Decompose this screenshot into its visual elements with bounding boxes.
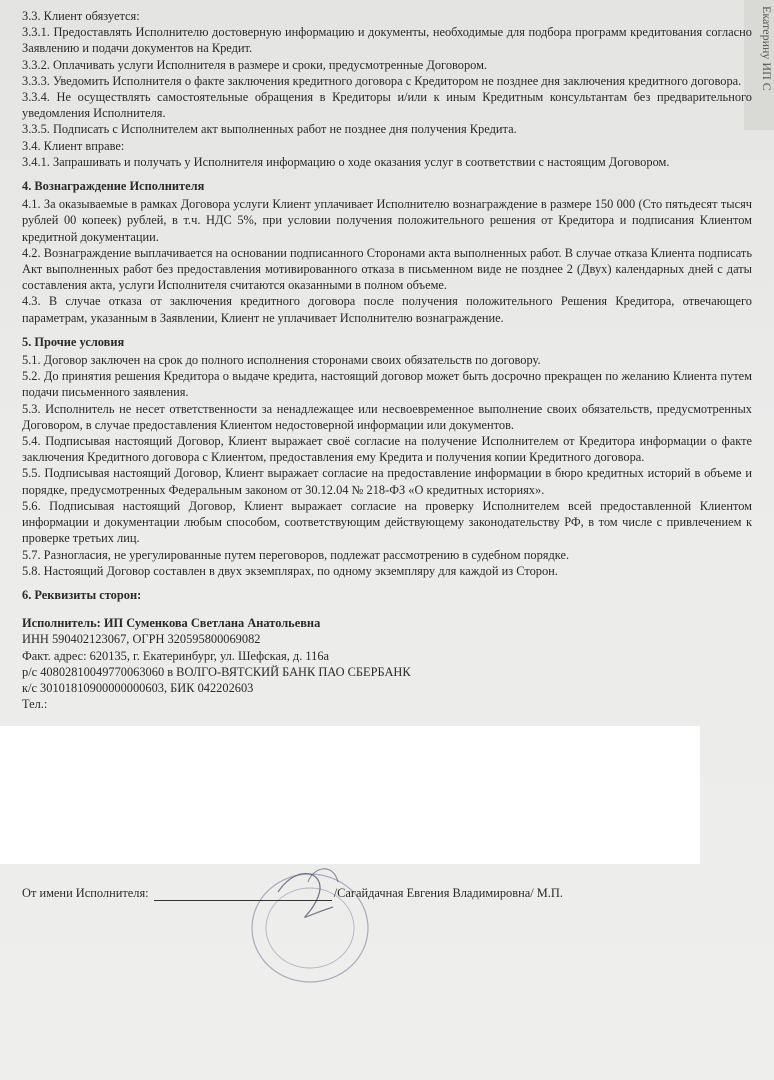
- clause-4-1: 4.1. За оказываемые в рамках Договора услуги Клиент уплачивает Исполнителю вознаграждение в размере 150 000 (Сто пятьдесят тысяч рублей 00 копеек) рублей, в т.ч. НДС 5%, при условии получения положительного решения от Кредитора и подписания Клиентом кредитной документации.: [22, 197, 752, 244]
- clause-5-5: 5.5. Подписывая настоящий Договор, Клиент выражает согласие на предоставление информации в бюро кредитных историй в объеме и порядке, предусмотренных Федеральным законом от 30.12.04 № 218-ФЗ «О кредитных историях».: [22, 466, 752, 497]
- section-5-title: 5. Прочие условия: [22, 334, 125, 349]
- stamp-icon: [238, 852, 388, 992]
- clause-3-3-4: 3.3.4. Не осуществлять самостоятельные обращения в Кредиторы и/или к иным Кредитным консультантам без предварительного уведомления Исполнителя.: [22, 90, 752, 121]
- signer-name: /Сагайдачная Евгения Владимировна/ М.П.: [333, 886, 563, 900]
- clause-5-6: 5.6. Подписывая настоящий Договор, Клиент выражает согласие на проверку Исполнителем всей предоставленной Клиентом информации и документации любым способом, соответствующим действующему законодательству РФ, в том числе с привлечением к проверке третьих лиц.: [22, 498, 752, 546]
- clause-5-2: 5.2. До принятия решения Кредитора о выдаче кредита, настоящий договор может быть досрочно прекращен по желанию Клиента путем подачи письменного заявления.: [22, 369, 752, 400]
- clause-3-3-2: 3.3.2. Оплачивать услуги Исполнителя в размере и сроки, предусмотренные Договором.: [22, 57, 488, 72]
- signature-line: [154, 900, 332, 901]
- signature-row: [22, 886, 742, 901]
- clause-5-4: 5.4. Подписывая настоящий Договор, Клиент выражает своё согласие на получение Исполнителем от Кредитора информации о факте заключения Кредитного договора с Клиентом, предоставления ему Кредита и получения копии Кредитного договора.: [22, 434, 752, 465]
- executor-inn: ИНН 590402123067, ОГРН 320595800069082: [22, 632, 261, 647]
- clause-5-3: 5.3. Исполнитель не несет ответственности за ненадлежащее или несвоевременное выполнение своих обязательств, предусмотренных Договором, в случае предоставления Клиентом недостоверной информации или документов.: [22, 401, 752, 432]
- section-6-title: 6. Реквизиты сторон:: [22, 587, 142, 602]
- executor-address: Факт. адрес: 620135, г. Екатеринбург, ул. Шефская, д. 116а: [22, 648, 330, 663]
- clause-4-3: 4.3. В случае отказа от заключения кредитного договора после получения положительного Решения Кредитора, отвечающего параметрам, указанным в Заявлении, Клиент не уплачивает Исполнителю вознаграждение.: [22, 294, 752, 325]
- section-4-title: 4. Вознаграждение Исполнителя: [22, 179, 205, 194]
- clause-3-3-intro: 3.3. Клиент обязуется:: [22, 9, 140, 23]
- clause-5-7: 5.7. Разногласия, не урегулированные путем переговоров, подлежат рассмотрению в судебном порядке.: [22, 547, 570, 562]
- clause-3-4: 3.4. Клиент вправе:: [22, 138, 125, 153]
- adjacent-page-edge: Екатерину ИП С: [744, 0, 774, 130]
- clause-3-3-3: 3.3.3. Уведомить Исполнителя о факте заключения кредитного договора с Кредитором не позднее дня заключения кредитного договора.: [22, 73, 742, 88]
- clause-3-3-1: 3.3.1. Предоставлять Исполнителю достоверную информацию и документы, необходимые для подбора программ кредитования согласно Заявлению и подачи документов на Кредит.: [22, 25, 752, 56]
- clause-5-1: 5.1. Договор заключен на срок до полного исполнения сторонами своих обязательств по договору.: [22, 353, 541, 368]
- executor-corr-account: к/с 30101810900000000603, БИК 042202603: [22, 680, 254, 695]
- clause-5-8: 5.8. Настоящий Договор составлен в двух экземплярах, по одному экземпляру для каждой из Сторон.: [22, 563, 558, 578]
- signature-label: От имени Исполнителя:: [22, 886, 149, 900]
- clause-3-3-5: 3.3.5. Подписать с Исполнителем акт выполненных работ не позднее дня получения Кредита.: [22, 122, 517, 137]
- redacted-area: [0, 726, 700, 864]
- executor-account: р/с 40802810049770063060 в ВОЛГО-ВЯТСКИЙ БАНК ПАО СБЕРБАНК: [22, 664, 411, 679]
- clause-4-2: 4.2. Вознаграждение выплачивается на основании подписанного Сторонами акта выполненных работ. В случае отказа Клиента подписать Акт выполненных работ без предоставления мотивированного отказа в письменном виде не позднее 2 (Двух) календарных дней с даты составления акта, услуги Исполнителя считаются оказанными в полном объеме.: [22, 245, 752, 293]
- requisites-block: [22, 615, 752, 712]
- executor-name: Исполнитель: ИП Суменкова Светлана Анатольевна: [22, 616, 321, 631]
- contract-body: [22, 8, 752, 712]
- executor-phone: Тел.:: [22, 697, 48, 712]
- clause-3-4-1: 3.4.1. Запрашивать и получать у Исполнителя информацию о ходе оказания услуг в соответствии с настоящим Договором.: [22, 154, 670, 169]
